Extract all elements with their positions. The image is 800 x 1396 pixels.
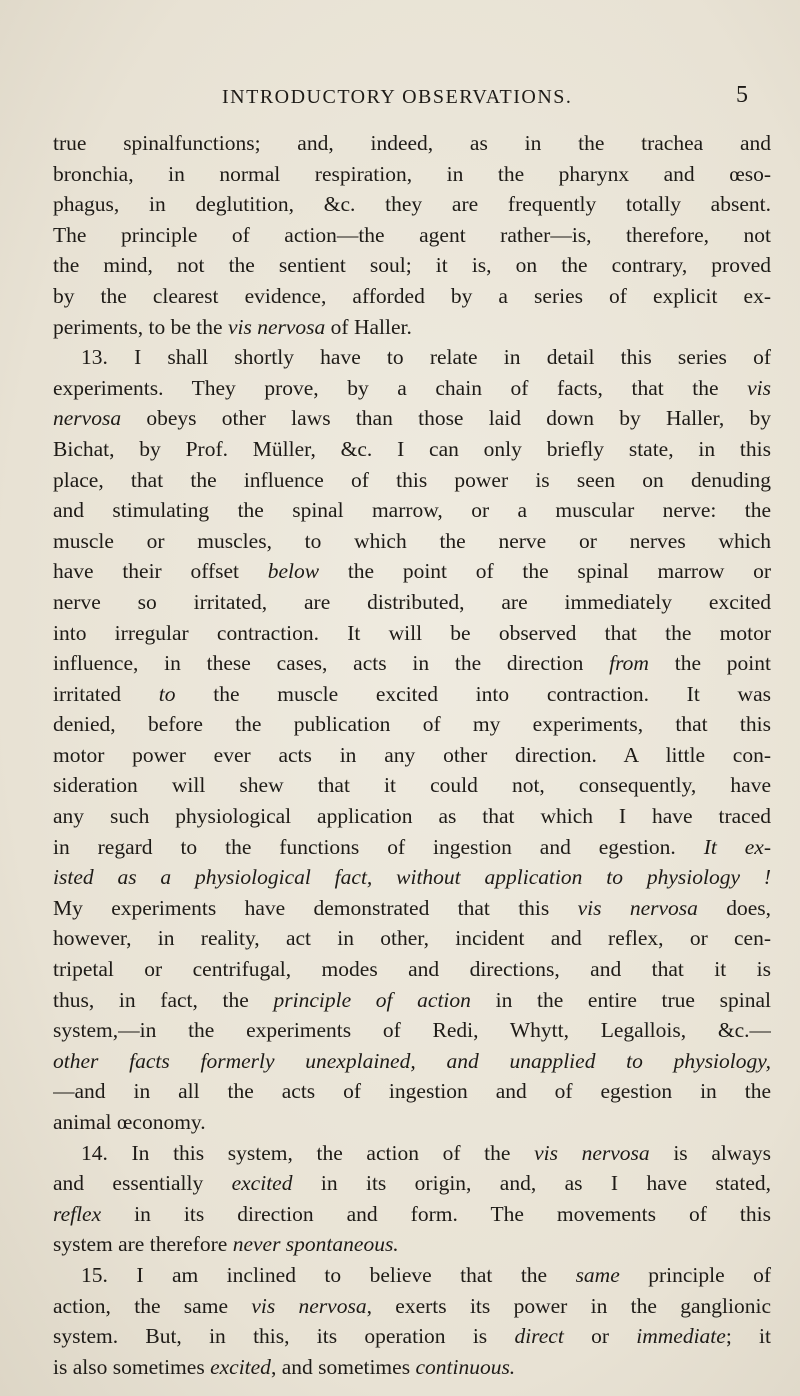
- text-line: [53, 862, 771, 893]
- text-run: 15. I am inclined to believe that the: [81, 1262, 576, 1287]
- italic-text: vis nervosa: [577, 895, 698, 920]
- text-run: 13. I shall shortly have to relate in detail this series of: [81, 345, 771, 370]
- text-run: place, that the influence of this power is seen on denuding: [53, 467, 771, 492]
- text-line: [53, 250, 771, 281]
- text-run: the mind, not the sentient soul; it is, on the contrary, proved: [53, 253, 771, 278]
- text-run: animal œconomy.: [53, 1110, 206, 1134]
- text-line: [53, 801, 771, 832]
- text-line: [53, 312, 771, 343]
- text-line: [53, 985, 771, 1016]
- text-line: [53, 1321, 771, 1352]
- text-run: denied, before the publication of my experiments, that this: [53, 712, 771, 737]
- text-line: [53, 495, 771, 526]
- italic-text: reflex: [53, 1201, 102, 1226]
- text-line: [53, 1168, 771, 1199]
- text-run: action, the same: [53, 1293, 252, 1318]
- text-run: is always: [649, 1140, 771, 1165]
- text-run: nerve so irritated, are distributed, are immediately excited: [53, 589, 771, 614]
- text-line: [53, 526, 771, 557]
- text-line: [53, 465, 771, 496]
- text-run: does,: [697, 895, 771, 920]
- italic-text: isted as a physiological fact, without application to physiology !: [53, 865, 771, 890]
- text-line: [53, 770, 771, 801]
- text-line: [53, 1138, 771, 1169]
- text-run: ; it: [725, 1324, 771, 1349]
- text-run: in the entire true spinal: [470, 987, 771, 1012]
- body-text: [53, 128, 771, 1382]
- text-line: [53, 709, 771, 740]
- page-number: 5: [736, 82, 748, 108]
- text-line: [53, 1046, 771, 1077]
- text-line: [53, 618, 771, 649]
- text-run: in its direction and form. The movements of this: [101, 1201, 771, 1226]
- text-run: or: [563, 1324, 637, 1349]
- text-line: [53, 189, 771, 220]
- italic-text: principle of action: [273, 987, 471, 1012]
- italic-text: immediate: [636, 1324, 726, 1349]
- italic-text: vis: [747, 375, 771, 400]
- text-run: influence, in these cases, acts in the direction: [53, 651, 610, 676]
- text-run: system are therefore: [53, 1232, 233, 1257]
- italic-text: continuous.: [415, 1354, 516, 1379]
- text-line: [53, 1076, 771, 1107]
- text-run: and stimulating the spinal marrow, or a muscular nerve: the: [53, 498, 771, 523]
- text-line: [53, 373, 771, 404]
- text-run: system,—in the experiments of Redi, Whytt, Legallois, &c.—: [53, 1018, 771, 1043]
- text-line: [53, 832, 771, 863]
- italic-text: excited: [231, 1171, 293, 1196]
- text-run: —and in all the acts of ingestion and of egestion in the: [53, 1079, 771, 1104]
- text-run: motor power ever acts in any other direction. A little con-: [53, 742, 771, 767]
- text-run: obeys other laws than those laid down by Haller, by: [121, 406, 771, 431]
- italic-text: vis nervosa: [534, 1140, 650, 1165]
- text-line: [53, 434, 771, 465]
- text-run: the point: [648, 651, 771, 676]
- text-run: is also sometimes: [53, 1354, 211, 1379]
- text-run: principle of: [619, 1262, 771, 1287]
- italic-text: never spontaneous.: [232, 1232, 399, 1257]
- text-line: [53, 648, 771, 679]
- text-run: in its origin, and, as I have stated,: [292, 1171, 771, 1196]
- italic-text: vis nervosa: [227, 314, 326, 339]
- text-line: [53, 954, 771, 985]
- italic-text: below: [267, 559, 320, 584]
- italic-text: direct: [514, 1324, 564, 1349]
- text-run: irritated: [53, 681, 159, 706]
- text-run: however, in reality, act in other, incident and reflex, or cen-: [53, 926, 771, 951]
- italic-text: vis nervosa: [251, 1293, 367, 1318]
- text-line: [53, 342, 771, 373]
- text-line: [53, 1107, 771, 1138]
- text-run: phagus, in deglutition, &c. they are frequently totally absent.: [53, 192, 771, 217]
- text-line: [53, 403, 771, 434]
- text-run: bronchia, in normal respiration, in the pharynx and œso-: [53, 161, 771, 186]
- text-line: [53, 893, 771, 924]
- text-run: into irregular contraction. It will be observed that the motor: [53, 620, 771, 645]
- italic-text: nervosa: [53, 406, 122, 431]
- text-line: [53, 587, 771, 618]
- running-head: INTRODUCTORY OBSERVATIONS.: [222, 86, 573, 108]
- text-run: have their offset: [53, 559, 268, 584]
- text-line: [53, 281, 771, 312]
- text-run: 14. In this system, the action of the: [81, 1140, 535, 1165]
- text-line: [53, 1199, 771, 1230]
- text-line: [53, 1260, 771, 1291]
- text-run: tripetal or centrifugal, modes and directions, and that it is: [53, 957, 771, 982]
- text-run: muscle or muscles, to which the nerve or nerves which: [53, 528, 771, 553]
- italic-text: to: [158, 681, 176, 706]
- text-run: periments, to be the: [53, 314, 228, 339]
- text-run: experiments. They prove, by a chain of facts, that the: [53, 375, 748, 400]
- text-line: [53, 1015, 771, 1046]
- text-run: the point of the spinal marrow or: [319, 559, 771, 584]
- italic-text: from: [609, 651, 649, 676]
- text-run: in regard to the functions of ingestion and egestion.: [53, 834, 704, 859]
- text-line: [53, 556, 771, 587]
- text-run: , exerts its power in the ganglionic: [366, 1293, 771, 1318]
- text-run: of Haller.: [325, 314, 412, 339]
- text-line: [53, 740, 771, 771]
- text-run: any such physiological application as that which I have traced: [53, 804, 771, 829]
- text-run: sideration will shew that it could not, consequently, have: [53, 773, 771, 798]
- text-line: [53, 128, 771, 159]
- text-run: true spinalfunctions; and, indeed, as in the trachea and: [53, 131, 771, 155]
- text-run: The principle of action—the agent rather—is, therefore, not: [53, 222, 771, 247]
- text-run: by the clearest evidence, afforded by a series of explicit ex-: [53, 283, 771, 308]
- italic-text: same: [575, 1262, 620, 1287]
- text-line: [53, 1352, 771, 1383]
- italic-text: other facts formerly unexplained, and unapplied to physiology,: [53, 1048, 771, 1073]
- italic-text: excited: [210, 1354, 271, 1379]
- text-line: [53, 159, 771, 190]
- text-run: the muscle excited into contraction. It was: [175, 681, 771, 706]
- text-run: , and sometimes: [270, 1354, 416, 1379]
- text-run: My experiments have demonstrated that this: [53, 895, 578, 920]
- text-line: [53, 923, 771, 954]
- text-run: system. But, in this, its operation is: [53, 1324, 515, 1349]
- text-line: [53, 220, 771, 251]
- text-run: thus, in fact, the: [53, 987, 274, 1012]
- italic-text: It ex-: [703, 834, 771, 859]
- text-line: [53, 679, 771, 710]
- text-line: [53, 1291, 771, 1322]
- text-line: [53, 1229, 771, 1260]
- text-run: Bichat, by Prof. Müller, &c. I can only briefly state, in this: [53, 436, 771, 461]
- text-run: and essentially: [53, 1171, 232, 1196]
